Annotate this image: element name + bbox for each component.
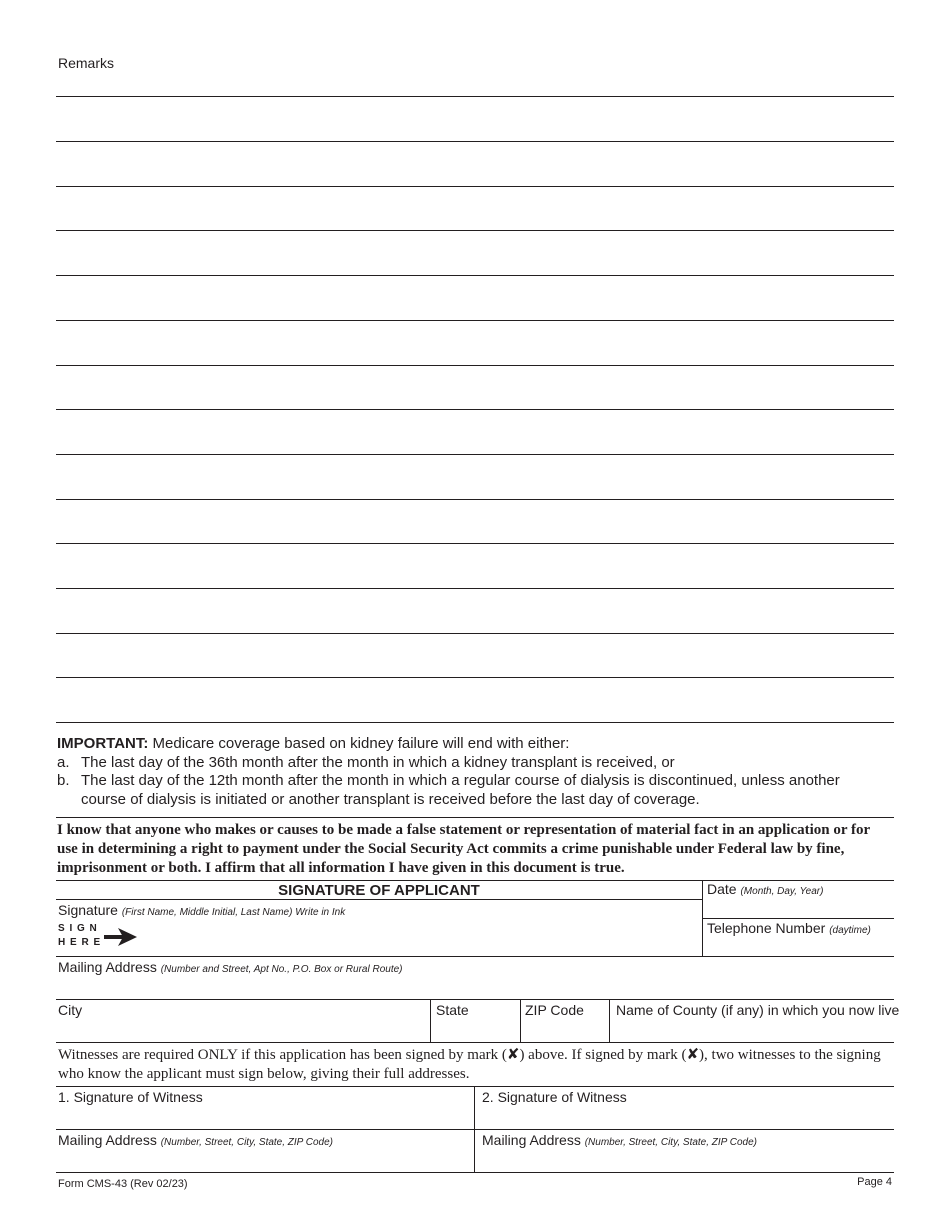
- signature-block-title: SIGNATURE OF APPLICANT: [278, 882, 480, 899]
- date-label: Date: [707, 881, 737, 897]
- remarks-line[interactable]: [56, 275, 894, 276]
- important-item-text: The last day of the 12th month after the month in which a regular course of dialysis is discontinued, unless another course of dialysis is initiated or another transplant is received before the last day of coverage.: [81, 772, 840, 808]
- witness-1-signature-label: 1. Signature of Witness: [58, 1089, 203, 1105]
- zip-code-field[interactable]: [521, 1000, 609, 1042]
- remarks-line[interactable]: [56, 365, 894, 366]
- witness-1-signature-field[interactable]: [56, 1087, 474, 1129]
- witness-2-signature-label: 2. Signature of Witness: [482, 1089, 627, 1105]
- date-label-row: [707, 881, 823, 897]
- zip-code-label: ZIP Code: [525, 1002, 584, 1018]
- remarks-line[interactable]: [56, 588, 894, 589]
- sign-here-line1: S I G N: [58, 923, 98, 934]
- state-label: State: [436, 1002, 469, 1018]
- phone-hint: (daytime): [829, 925, 871, 936]
- witness-2-address-label: Mailing Address: [482, 1132, 581, 1148]
- remarks-line[interactable]: [56, 230, 894, 231]
- mailing-address-label: Mailing Address: [58, 959, 157, 975]
- remarks-line[interactable]: [56, 141, 894, 142]
- witness-1-address-label: Mailing Address: [58, 1132, 157, 1148]
- remarks-line[interactable]: [56, 543, 894, 544]
- sign-here-line2: H E R E: [58, 937, 102, 948]
- phone-field[interactable]: [703, 919, 894, 956]
- witness-note: Witnesses are required ONLY if this application has been signed by mark (✘) above. If signed by mark (✘), two witnesses to the signing who know the applicant must sign below, giving their full addresses.: [58, 1047, 881, 1082]
- divider: [56, 1172, 894, 1173]
- divider: [56, 1042, 894, 1043]
- date-field[interactable]: [703, 880, 894, 919]
- signature-hint: (First Name, Middle Initial, Last Name) Write in Ink: [121, 907, 346, 918]
- remarks-line[interactable]: [56, 409, 894, 410]
- mailing-address-field[interactable]: [56, 957, 894, 999]
- important-item-text: The last day of the 36th month after the month in which a kidney transplant is received, or: [81, 754, 675, 771]
- witness-2-address-label-row: [482, 1132, 757, 1148]
- arrow-right-icon: [104, 927, 138, 947]
- witness-1-address-field[interactable]: [56, 1130, 474, 1172]
- remarks-line[interactable]: [56, 96, 894, 97]
- witness-2-address-hint: (Number, Street, City, State, ZIP Code): [584, 1137, 757, 1148]
- county-field[interactable]: [610, 1000, 900, 1042]
- date-hint: (Month, Day, Year): [740, 886, 824, 897]
- important-intro: Medicare coverage based on kidney failure will end with either:: [148, 735, 570, 752]
- remarks-line[interactable]: [56, 633, 894, 634]
- county-label: Name of County (if any) in which you now live: [616, 1002, 900, 1018]
- witness-1-address-hint: (Number, Street, City, State, ZIP Code): [160, 1137, 333, 1148]
- perjury-statement: I know that anyone who makes or causes to be made a false statement or representation of material fact in an application or for use in determining a right to payment under the Social Security Act commits a crime punishable under Federal law by fine, imprisonment or both. I affirm that all information I have given in this document is true.: [57, 822, 870, 876]
- signature-label-row: [58, 902, 345, 918]
- sign-here-marker: [58, 922, 101, 950]
- signature-label: Signature: [58, 902, 118, 918]
- witness-2-signature-field[interactable]: [475, 1087, 894, 1129]
- important-item-marker: b.: [57, 772, 70, 789]
- remarks-line[interactable]: [56, 186, 894, 187]
- mailing-address-hint: (Number and Street, Apt No., P.O. Box or Rural Route): [160, 964, 403, 975]
- applicant-signature-field[interactable]: [56, 900, 702, 956]
- witness-1-address-label-row: [58, 1132, 333, 1148]
- phone-label-row: [707, 920, 871, 936]
- remarks-line[interactable]: [56, 722, 894, 723]
- city-label: City: [58, 1002, 83, 1018]
- city-field[interactable]: [56, 1000, 430, 1042]
- remarks-line[interactable]: [56, 454, 894, 455]
- form-id: Form CMS-43 (Rev 02/23): [58, 1178, 188, 1190]
- mailing-address-label-row: [58, 959, 403, 975]
- divider: [56, 817, 894, 818]
- phone-label: Telephone Number: [707, 920, 826, 936]
- witness-2-address-field[interactable]: [475, 1130, 894, 1172]
- page-number: Page 4: [857, 1176, 892, 1188]
- remarks-label: Remarks: [58, 55, 115, 71]
- important-item-marker: a.: [57, 754, 70, 771]
- important-notice: [57, 734, 895, 753]
- important-heading: IMPORTANT:: [57, 735, 149, 752]
- state-field[interactable]: [431, 1000, 520, 1042]
- remarks-line[interactable]: [56, 320, 894, 321]
- remarks-line[interactable]: [56, 499, 894, 500]
- remarks-line[interactable]: [56, 677, 894, 678]
